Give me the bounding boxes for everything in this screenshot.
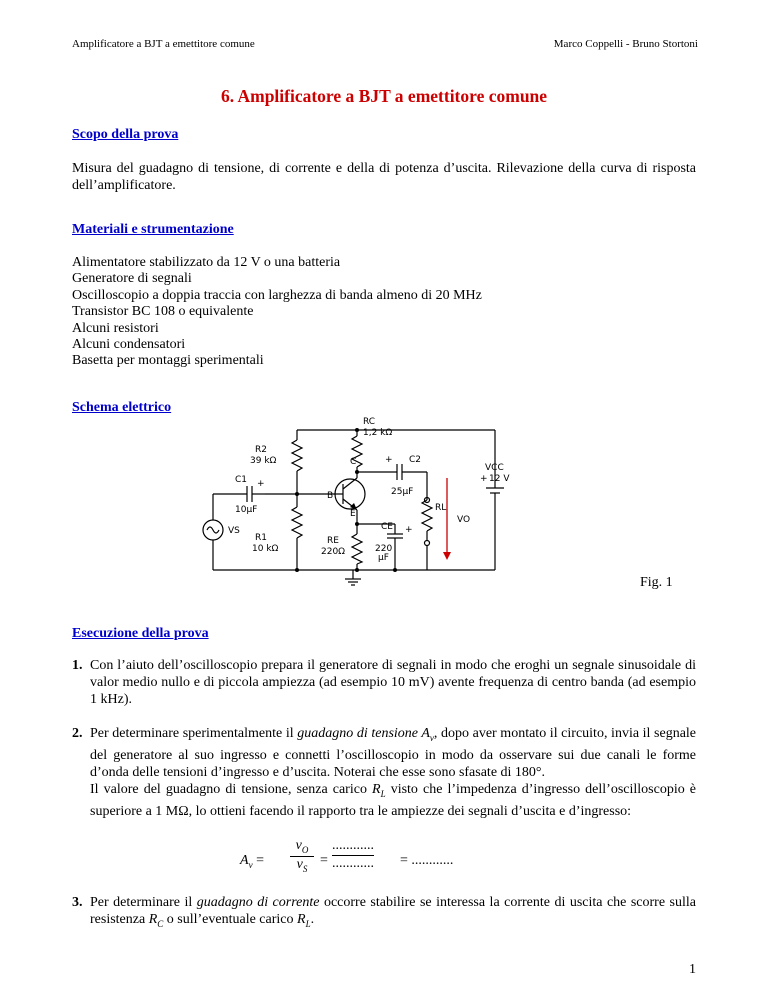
list-item: Generatore di segnali [72, 271, 192, 287]
step-text: Con l’aiuto dell’oscilloscopio prepara il generatore di segnali in modo che eroghi un segnale sinusoidale di valor medio nullo e di piccola ampiezza (ad esempio 10 mV) avente frequenza di centro banda (ad esempio 1 kHz). [90, 658, 696, 707]
list-item: Alcuni resistori [72, 320, 159, 336]
step-number: 1. [72, 658, 83, 673]
header-left: Amplificatore a BJT a emettitore comune [72, 38, 255, 50]
label-vcc-val: 12 V [489, 474, 510, 484]
section-heading-esecuzione: Esecuzione della prova [72, 626, 209, 641]
label-r2-val: 39 kΩ [250, 456, 277, 466]
label-re: RE [327, 536, 339, 546]
label-c1: C1 [235, 475, 248, 485]
list-item: Alimentatore stabilizzato da 12 V o una batteria [72, 255, 341, 270]
label-c2-val: 25µF [391, 487, 414, 497]
step-number: 3. [72, 895, 83, 910]
label-vs: VS [228, 526, 240, 536]
label-c2: C2 [409, 455, 422, 465]
label-ce-val2: µF [378, 553, 389, 563]
label-c1-val: 10µF [235, 505, 258, 515]
step-text: Per determinare sperimentalmente il guadagno di tensione $A_v$, dopo aver montato il circuito, invia il segnale del generatore al suo ingresso e connetti l’oscilloscopio in modo da osservare sui due canali le forme d’onda delle tensioni d’ingresso e d’uscita. Noterai che esse sono sfasate di 180°. Il valore del guadagno di tensione, senza carico $R_L$ visto che l’impedenza d’ingresso dell’oscilloscopio è superiore a 1 MΩ, lo ottieni facendo il rapporto tra le ampiezze dei segnali d’uscita e d’ingresso: [90, 726, 697, 819]
label-ce: CE [381, 522, 393, 532]
header-right: Marco Coppelli - Bruno Stortoni [553, 38, 698, 50]
label-vo: VO [457, 515, 471, 525]
label-node-e: E [350, 509, 356, 519]
page-number: 1 [689, 962, 696, 977]
figure-label: Fig. 1 [640, 575, 673, 590]
label-ce-val1: 220 [375, 544, 393, 554]
list-item: Alcuni condensatori [72, 337, 186, 353]
label-vcc: VCC [485, 463, 504, 473]
circuit-schematic [195, 412, 555, 592]
label-r1: R1 [255, 533, 267, 543]
label-re-val: 220Ω [321, 547, 346, 557]
list-item: Basetta per montaggi sperimentali [72, 353, 264, 369]
document-title: 6. Amplificatore a BJT a emettitore comune [220, 86, 548, 106]
list-item: Oscilloscopio a doppia traccia con larghezza di banda almeno di 20 MHz [72, 287, 482, 303]
list-item: Transistor BC 108 o equivalente [72, 304, 254, 320]
label-rc: RC [363, 417, 376, 427]
step-3 [72, 894, 696, 933]
step-number: 2. [72, 726, 83, 741]
section-heading-schema: Schema elettrico [72, 400, 172, 415]
step-1 [72, 657, 696, 708]
label-rc-val: 1,2 kΩ [363, 428, 393, 438]
label-vcc-plus: + [480, 474, 488, 484]
step-2 [72, 725, 696, 820]
label-c2-plus: + [385, 455, 393, 465]
scopo-text: Misura del guadagno di tensione, di corrente e della di potenza d’uscita. Rilevazione della curva di risposta dell’amplificatore. [72, 161, 696, 193]
label-c1-plus: + [257, 479, 265, 489]
materiali-list [72, 255, 482, 370]
label-ce-plus: + [405, 525, 413, 535]
step-text: Per determinare il guadagno di corrente occorre stabilire se interessa la corrente di uscita che scorre sulla resistenza $R_C$ o sull’eventuale carico $R_L$. [90, 895, 696, 929]
label-node-b: B [327, 491, 334, 501]
section-heading-scopo: Scopo della prova [72, 127, 179, 142]
label-r1-val: 10 kΩ [252, 544, 279, 554]
label-r2: R2 [255, 445, 267, 455]
section-heading-materiali: Materiali e strumentazione [72, 222, 234, 237]
label-rl: RL [435, 503, 447, 513]
label-node-c: C [350, 457, 357, 467]
